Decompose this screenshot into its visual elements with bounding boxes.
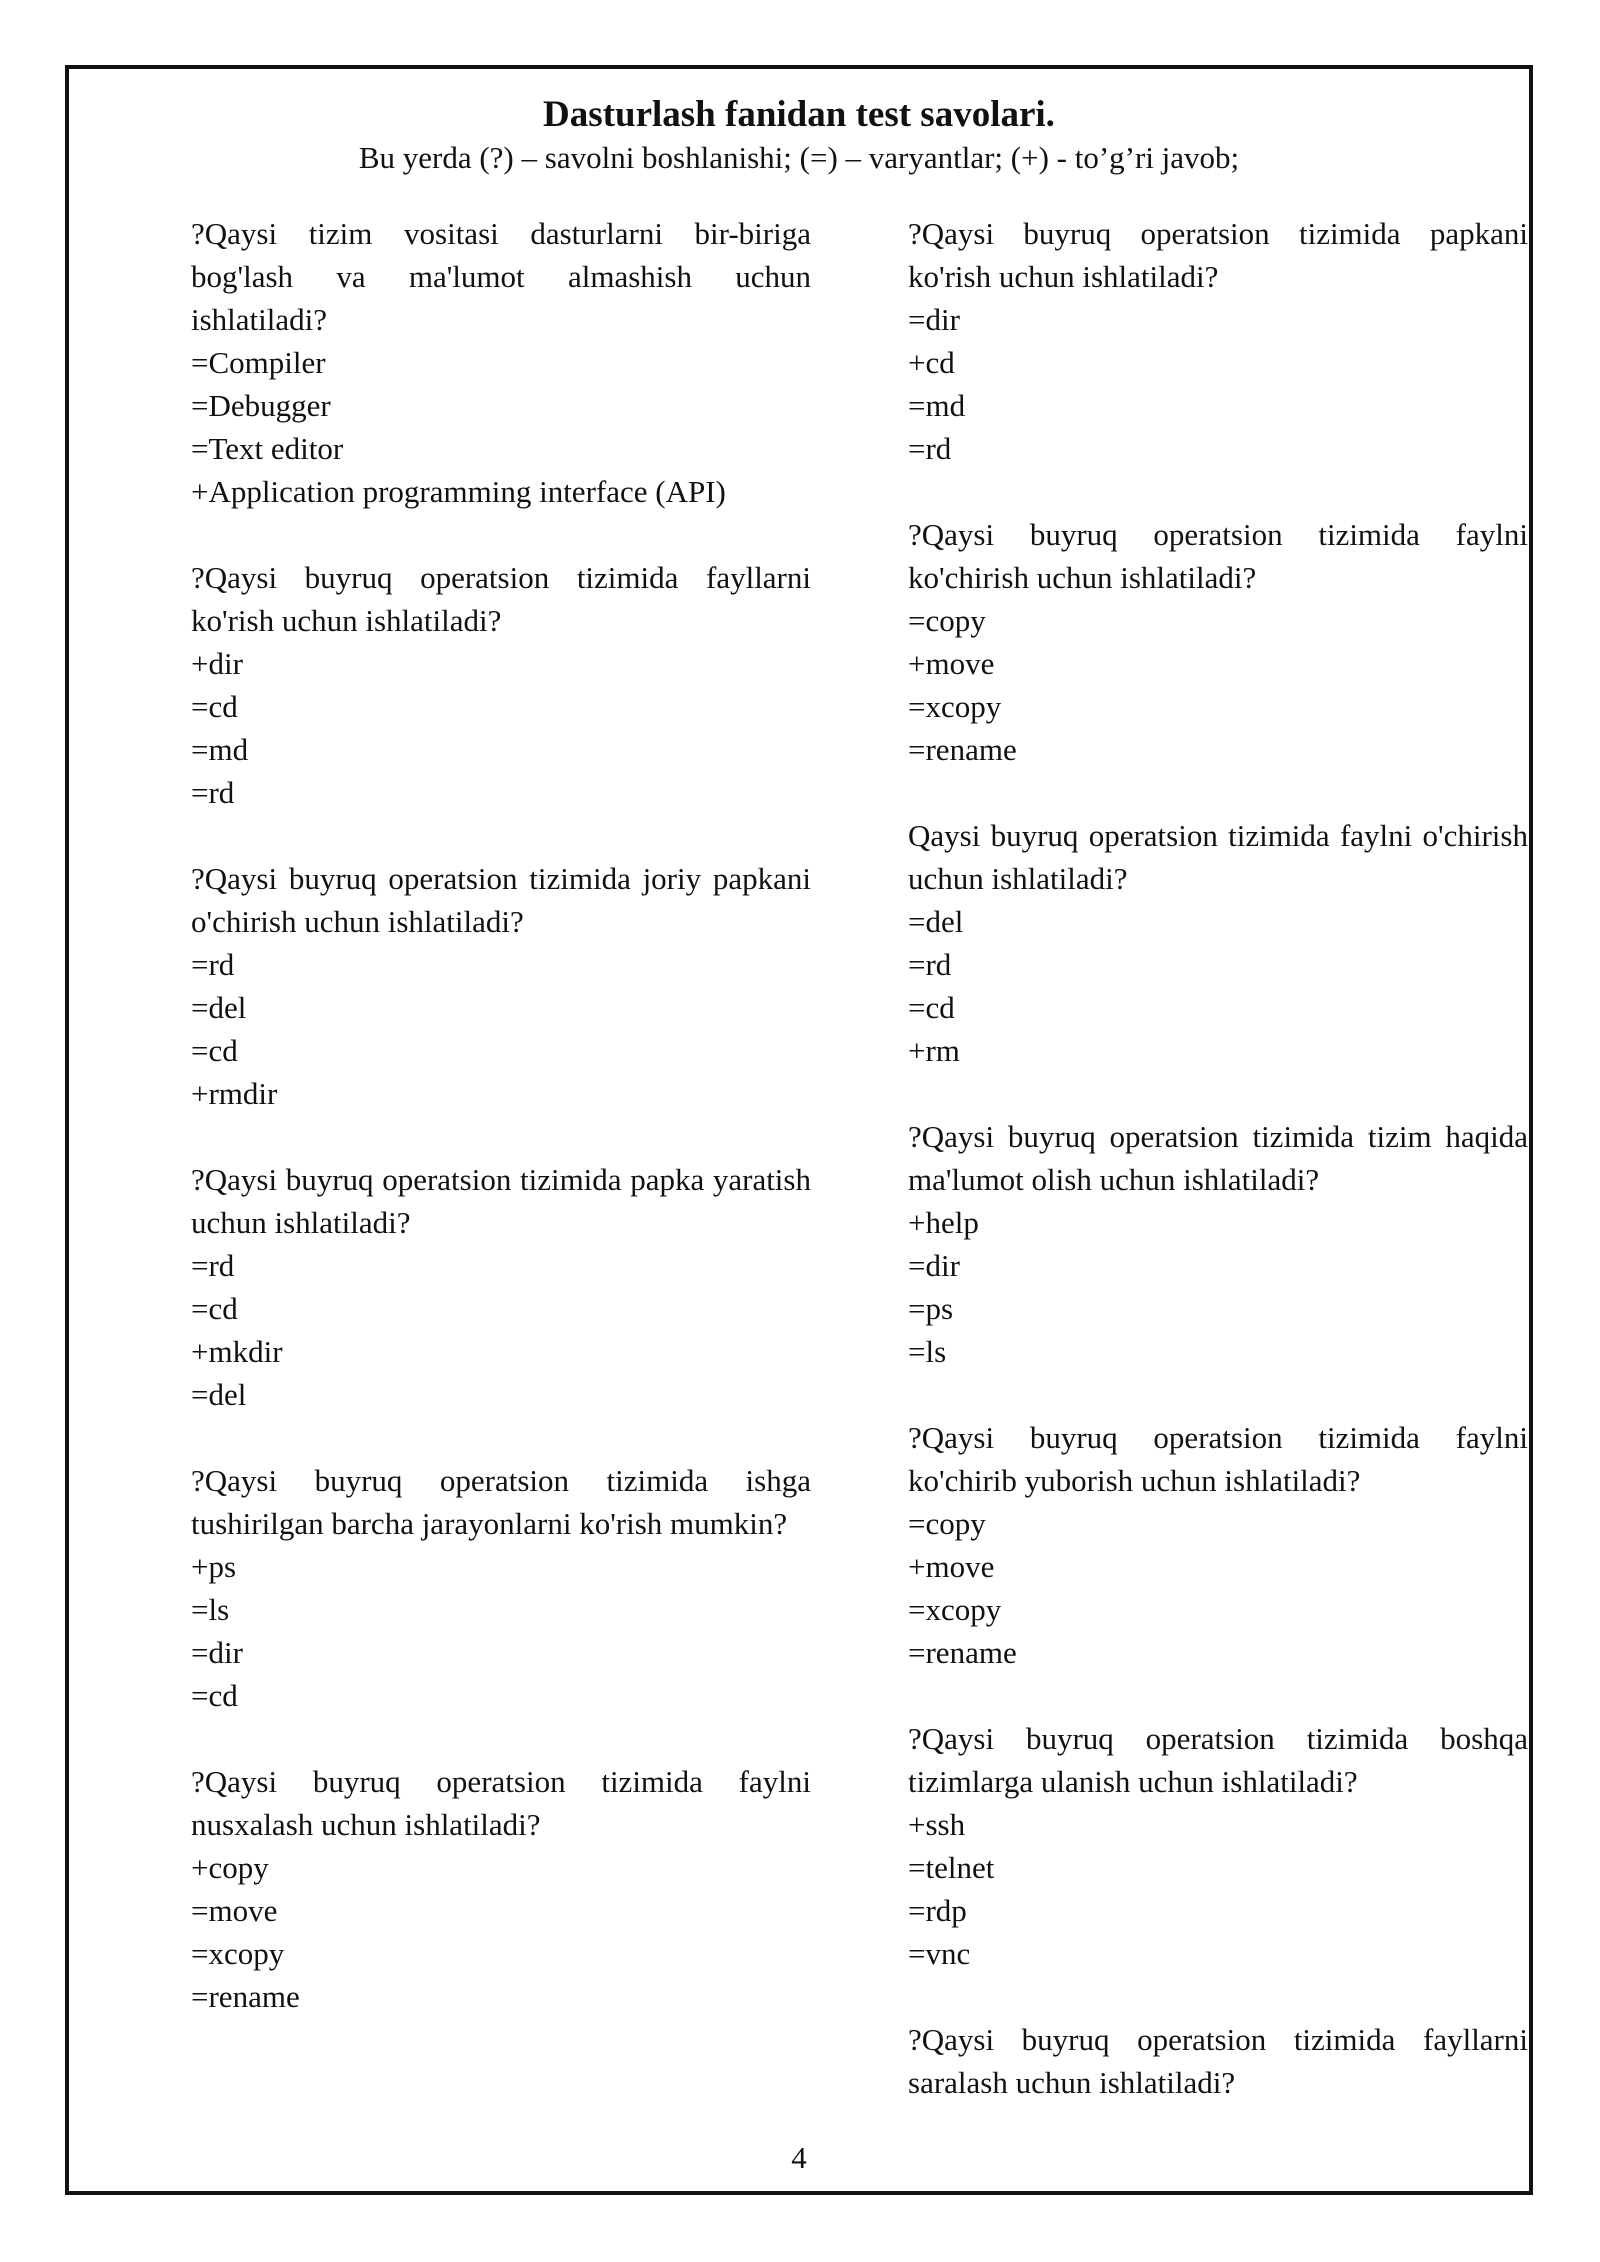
left-question-column — [191, 212, 811, 2061]
answer-option-correct: +copy — [191, 1850, 269, 1885]
answer-option-correct: +ssh — [908, 1807, 966, 1842]
answer-option: =md — [191, 732, 249, 767]
answer-option: =xcopy — [191, 1936, 285, 1971]
question-block — [908, 1416, 1528, 1674]
question-block — [908, 212, 1528, 470]
answer-option: =rdp — [908, 1893, 967, 1928]
answer-option: =dir — [908, 1248, 960, 1283]
answer-option: =dir — [908, 302, 960, 337]
question-block — [908, 1717, 1528, 1975]
answer-option: =ls — [908, 1334, 947, 1369]
answer-option: =xcopy — [908, 1592, 1002, 1627]
question-text: Qaysi buyruq operatsion tizimida faylni o'chirish uchun ishlatiladi? — [908, 818, 1528, 896]
answer-option-correct: +Application programming interface (API) — [191, 474, 726, 509]
question-text: ?Qaysi buyruq operatsion tizimida faylni nusxalash uchun ishlatiladi? — [191, 1764, 811, 1842]
question-text: ?Qaysi buyruq operatsion tizimida faylni ko'chirib yuborish uchun ishlatiladi? — [908, 1420, 1528, 1498]
answer-option-correct: +help — [908, 1205, 979, 1240]
right-question-column — [908, 212, 1528, 2147]
answer-option: =ps — [908, 1291, 954, 1326]
answer-option: =cd — [908, 990, 955, 1025]
answer-option: =telnet — [908, 1850, 995, 1885]
answer-option-correct: +move — [908, 1549, 995, 1584]
question-block — [191, 212, 811, 513]
answer-option: =rename — [908, 732, 1017, 767]
question-text: ?Qaysi buyruq operatsion tizimida fayllarni ko'rish uchun ishlatiladi? — [191, 560, 811, 638]
document-subtitle: Bu yerda (?) – savolni boshlanishi; (=) – varyantlar; (+) - to’g’ri javob; — [358, 140, 1240, 175]
answer-option: =dir — [191, 1635, 243, 1670]
question-text: ?Qaysi buyruq operatsion tizimida ishga tushirilgan barcha jarayonlarni ko'rish mumkin? — [191, 1463, 811, 1541]
answer-option-correct: +dir — [191, 646, 243, 681]
answer-option: =rd — [191, 947, 235, 982]
question-block — [191, 1158, 811, 1416]
answer-option: =Text editor — [191, 431, 344, 466]
question-block — [908, 2018, 1528, 2104]
document-header — [69, 92, 1529, 178]
question-text: ?Qaysi buyruq operatsion tizimida papka yaratish uchun ishlatiladi? — [191, 1162, 811, 1240]
question-block — [191, 857, 811, 1115]
answer-option: =cd — [191, 1291, 238, 1326]
answer-option-correct: +rm — [908, 1033, 960, 1068]
answer-option: =del — [191, 1377, 247, 1412]
answer-option-correct: +cd — [908, 345, 955, 380]
answer-option: =Compiler — [191, 345, 326, 380]
question-block — [191, 556, 811, 814]
answer-option: =rename — [908, 1635, 1017, 1670]
answer-option: =vnc — [908, 1936, 971, 1971]
answer-option: =del — [908, 904, 964, 939]
answer-option: =rd — [908, 431, 952, 466]
question-text: ?Qaysi buyruq operatsion tizimida faylni ko'chirish uchun ishlatiladi? — [908, 517, 1528, 595]
question-text: ?Qaysi tizim vositasi dasturlarni bir-biriga bog'lash va ma'lumot almashish uchun ishlatiladi? — [191, 216, 811, 337]
question-block — [191, 1459, 811, 1717]
answer-option: =md — [908, 388, 966, 423]
answer-option-correct: +mkdir — [191, 1334, 283, 1369]
answer-option: =rename — [191, 1979, 300, 2014]
answer-option: =ls — [191, 1592, 230, 1627]
answer-option: =xcopy — [908, 689, 1002, 724]
answer-option: =rd — [191, 1248, 235, 1283]
question-block — [908, 814, 1528, 1072]
answer-option: =Debugger — [191, 388, 331, 423]
answer-option: =cd — [191, 1678, 238, 1713]
answer-option: =move — [191, 1893, 278, 1928]
answer-option: =rd — [191, 775, 235, 810]
answer-option: =copy — [908, 1506, 986, 1541]
answer-option-correct: +move — [908, 646, 995, 681]
question-text: ?Qaysi buyruq operatsion tizimida tizim haqida ma'lumot olish uchun ishlatiladi? — [908, 1119, 1528, 1197]
question-text: ?Qaysi buyruq operatsion tizimida papkani ko'rish uchun ishlatiladi? — [908, 216, 1528, 294]
question-text: ?Qaysi buyruq operatsion tizimida joriy papkani o'chirish uchun ishlatiladi? — [191, 861, 811, 939]
question-block — [908, 1115, 1528, 1373]
answer-option-correct: +ps — [191, 1549, 237, 1584]
answer-option: =del — [191, 990, 247, 1025]
answer-option: =cd — [191, 689, 238, 724]
answer-option-correct: +rmdir — [191, 1076, 278, 1111]
question-text: ?Qaysi buyruq operatsion tizimida fayllarni saralash uchun ishlatiladi? — [908, 2022, 1528, 2100]
question-block — [908, 513, 1528, 771]
answer-option: =rd — [908, 947, 952, 982]
question-block — [191, 1760, 811, 2018]
document-title: Dasturlash fanidan test savolari. — [543, 94, 1055, 135]
answer-option: =copy — [908, 603, 986, 638]
question-text: ?Qaysi buyruq operatsion tizimida boshqa tizimlarga ulanish uchun ishlatiladi? — [908, 1721, 1528, 1799]
answer-option: =cd — [191, 1033, 238, 1068]
page-number: 4 — [791, 2140, 807, 2175]
